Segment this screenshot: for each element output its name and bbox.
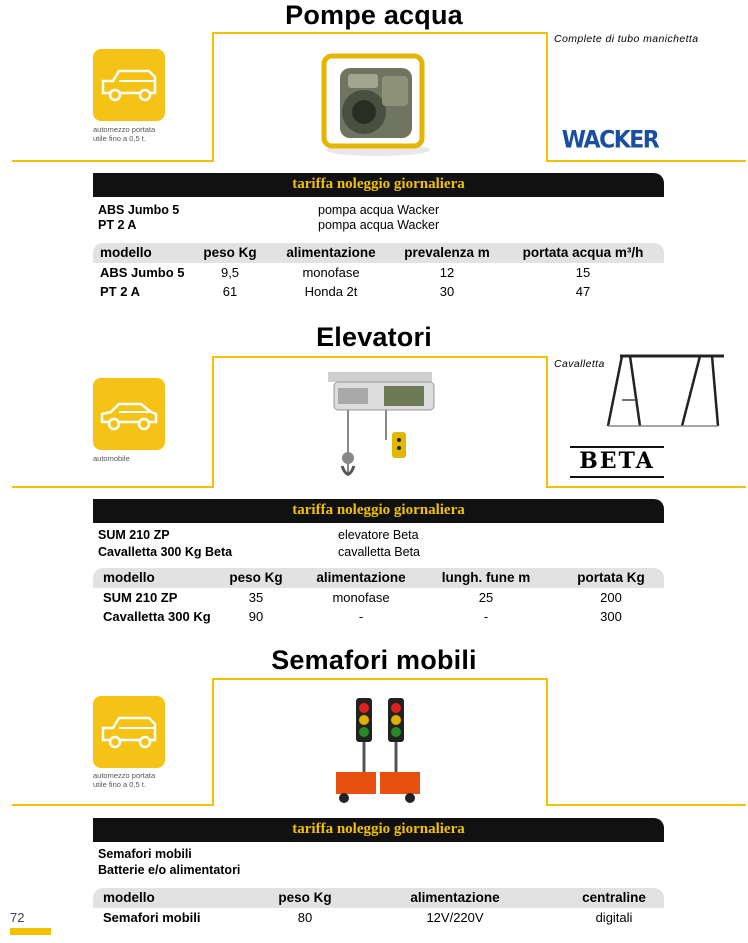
item-name: ABS Jumbo 5 bbox=[98, 203, 180, 217]
divider bbox=[212, 32, 548, 34]
divider bbox=[546, 356, 548, 488]
section-title-elevatori: Elevatori bbox=[316, 322, 432, 352]
item-desc: pompa acqua Wacker bbox=[318, 218, 440, 232]
col-header: portata Kg bbox=[577, 570, 645, 585]
table-cell: SUM 210 ZP bbox=[103, 590, 178, 605]
traffic-lights-image bbox=[326, 694, 426, 806]
table-cell: 30 bbox=[439, 284, 455, 299]
divider bbox=[546, 160, 746, 162]
cavalletta-frame-image bbox=[600, 350, 728, 434]
section-title-semafori-mobili: Semafori mobili bbox=[271, 645, 477, 675]
item-desc: pompa acqua Wacker bbox=[318, 203, 440, 217]
rate-bar: tariffa noleggio giornaliera bbox=[93, 818, 664, 842]
table-cell: 300 bbox=[600, 609, 622, 624]
table-cell: 200 bbox=[600, 590, 622, 605]
table-cell: 35 bbox=[248, 590, 264, 605]
table-cell: 25 bbox=[478, 590, 494, 605]
table-cell: - bbox=[358, 609, 364, 624]
col-header: alimentazione bbox=[316, 570, 406, 585]
item-name: Semafori mobili bbox=[98, 847, 192, 861]
divider bbox=[212, 678, 548, 680]
table-cell: - bbox=[483, 609, 489, 624]
divider bbox=[12, 486, 214, 488]
col-header: lungh. fune m bbox=[441, 570, 531, 585]
item-name: Batterie e/o alimentatori bbox=[98, 863, 241, 877]
table-cell: monofase bbox=[332, 590, 390, 605]
table-cell: Semafori mobili bbox=[103, 910, 201, 925]
col-header: alimentazione bbox=[286, 245, 376, 260]
note: Cavalletta bbox=[554, 358, 605, 370]
rate-bar: tariffa noleggio giornaliera bbox=[93, 173, 664, 197]
item-name: Cavalletta 300 Kg Beta bbox=[98, 545, 233, 559]
divider bbox=[546, 486, 746, 488]
divider bbox=[212, 32, 214, 162]
table-cell: 12V/220V bbox=[426, 910, 484, 925]
car-icon bbox=[93, 378, 165, 450]
col-header: portata acqua m³/h bbox=[522, 245, 644, 260]
note: Complete di tubo manichetta bbox=[554, 33, 699, 45]
table-header bbox=[93, 888, 664, 908]
col-header: centraline bbox=[582, 890, 646, 905]
table-cell: 61 bbox=[222, 284, 238, 299]
table-cell: Cavalletta 300 Kg bbox=[103, 609, 211, 624]
divider bbox=[12, 160, 214, 162]
table-cell: 9,5 bbox=[220, 265, 240, 280]
table-cell: 47 bbox=[575, 284, 591, 299]
item-desc: elevatore Beta bbox=[338, 528, 419, 542]
page-number-bar bbox=[10, 928, 51, 935]
vehicle-caption: automezzo portata utile fino a 0,5 t. bbox=[93, 771, 156, 789]
table-cell: PT 2 A bbox=[100, 284, 140, 299]
table-cell: 80 bbox=[297, 910, 313, 925]
table-cell: 15 bbox=[575, 265, 591, 280]
page-number: 72 bbox=[10, 910, 25, 925]
van-icon bbox=[93, 696, 165, 768]
vehicle-caption: automezzo portata utile fino a 0,5 t. bbox=[93, 125, 156, 143]
divider bbox=[212, 678, 214, 806]
water-pump-image bbox=[318, 46, 430, 158]
divider bbox=[212, 356, 214, 488]
col-header: peso Kg bbox=[203, 245, 257, 260]
vehicle-caption: automobile bbox=[93, 454, 130, 463]
beta-logo: BETA bbox=[570, 446, 664, 478]
col-header: peso Kg bbox=[229, 570, 283, 585]
section-title-pompe-acqua: Pompe acqua bbox=[285, 0, 463, 30]
van-icon bbox=[93, 49, 165, 121]
rate-bar: tariffa noleggio giornaliera bbox=[93, 499, 664, 523]
col-header: modello bbox=[103, 570, 155, 585]
item-desc: cavalletta Beta bbox=[338, 545, 420, 559]
table-cell: ABS Jumbo 5 bbox=[100, 265, 185, 280]
table-cell: digitali bbox=[595, 910, 633, 925]
col-header: prevalenza m bbox=[404, 245, 490, 260]
table-cell: 12 bbox=[439, 265, 455, 280]
divider bbox=[546, 678, 548, 806]
divider bbox=[546, 804, 746, 806]
divider bbox=[12, 804, 214, 806]
item-name: PT 2 A bbox=[98, 218, 137, 232]
item-name: SUM 210 ZP bbox=[98, 528, 170, 542]
col-header: alimentazione bbox=[410, 890, 500, 905]
electric-hoist-image bbox=[322, 366, 442, 490]
wacker-logo: WACKER bbox=[556, 128, 664, 154]
col-header: modello bbox=[100, 245, 152, 260]
col-header: peso Kg bbox=[278, 890, 332, 905]
table-cell: monofase bbox=[302, 265, 360, 280]
divider bbox=[212, 356, 548, 358]
divider bbox=[546, 32, 548, 162]
col-header: modello bbox=[103, 890, 155, 905]
table-cell: Honda 2t bbox=[304, 284, 358, 299]
table-cell: 90 bbox=[248, 609, 264, 624]
